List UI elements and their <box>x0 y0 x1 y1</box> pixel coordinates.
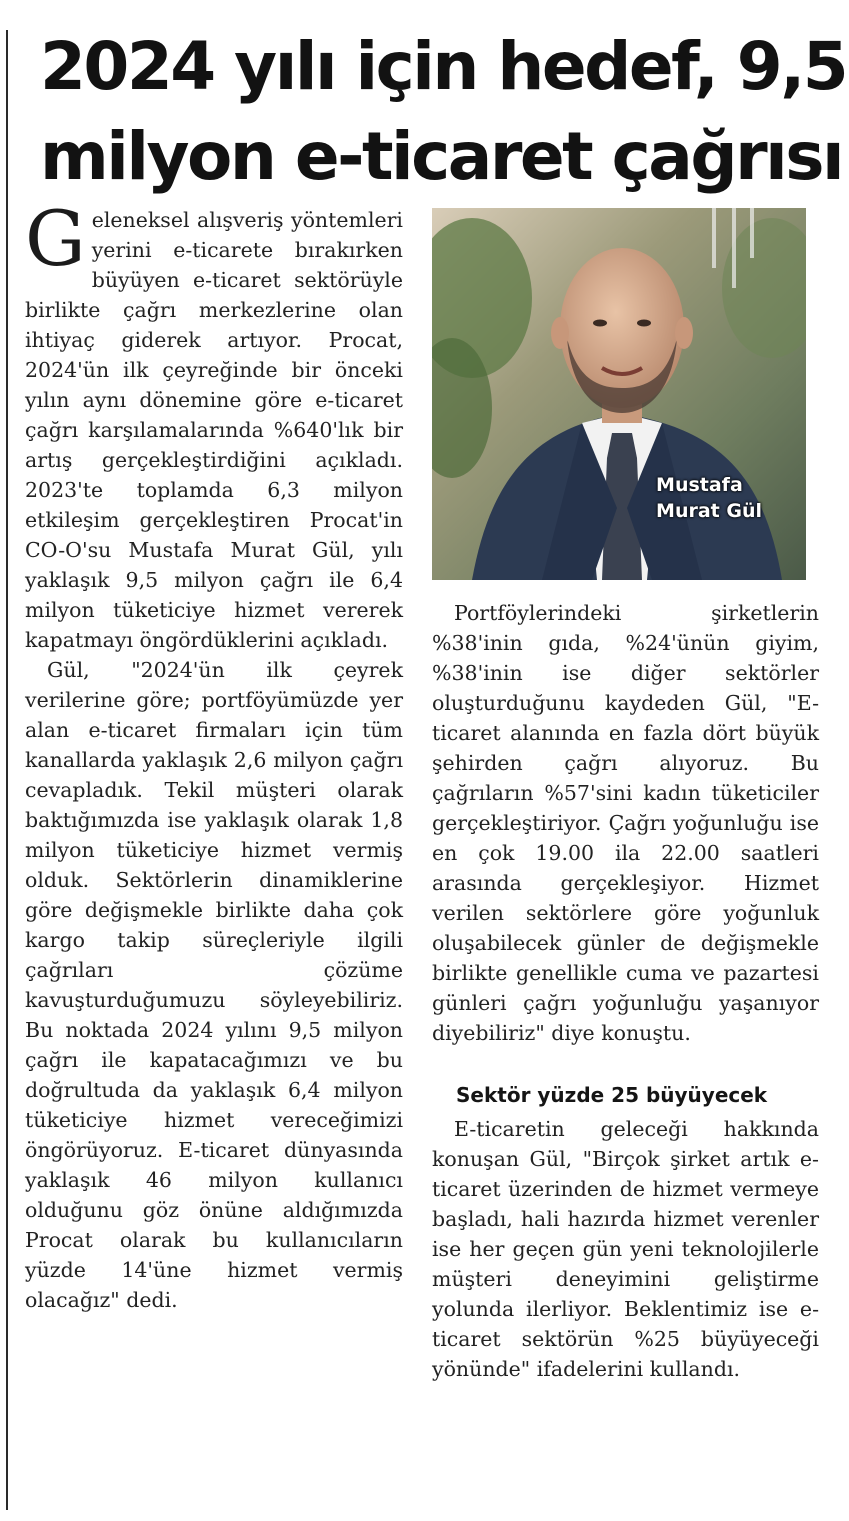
headline-line-2: milyon e-ticaret çağrısı <box>40 118 843 195</box>
column-rule <box>6 30 8 1510</box>
caption-last-name: Murat Gül <box>656 500 762 522</box>
article-column-right <box>432 598 819 1384</box>
paragraph-intro <box>25 194 403 655</box>
paragraph-future: E-ticaretin geleceği hakkında konuşan Gül, "Birçok şirket artık e-ticaret üzerinden de hizmet vermeye başladı, hali hazırda hizmet verenler ise her geçen gün yeni teknolojilerle müşteri deneyimini geliştirme yolunda ilerliyor. Beklentimiz ise e-ticaret sektörün %25 büyüyeceği yönünde" ifadelerini kullandı. <box>432 1117 819 1381</box>
caption-first-name: Mustafa <box>656 474 743 496</box>
article-column-left <box>25 194 403 1315</box>
paragraph-sectors: Portföylerindeki şirketlerin %38'inin gıda, %24'ünün giyim, %38'inin ise diğer sektörler oluşturduğunu kaydeden Gül, "E-ticaret alanında en fazla dört büyük şehirden çağrı alıyoruz. Bu çağrıların %57'sini kadın tüketiciler gerçekleştiriyor. Çağrı yoğunluğu ise en çok 19.00 ila 22.00 saatleri arasında gerçekleşiyor. Hizmet verilen sektörlere göre yoğunluk oluşabilecek günler de değişmekle birlikte genellikle cuma ve pazartesi günleri çağrı yoğunluğu yaşanıyor diyebiliriz" diye konuştu. <box>432 601 819 1045</box>
drop-cap: G <box>25 194 86 283</box>
portrait-illustration <box>432 208 806 580</box>
portrait-photo <box>432 208 806 580</box>
paragraph-quote-1: Gül, "2024'ün ilk çeyrek verilerine göre; portföyümüzde yer alan e-ticaret firmaları için tüm kanallarda yaklaşık 2,6 milyon çağrı cevapladık. Tekil müşteri olarak baktığımızda ise yaklaşık olarak 1,8 milyon tüketiciye hizmet vermiş olduk. Sektörlerin dinamiklerine göre değişmekle birlikte daha çok kargo takip süreçleriyle ilgili çağrıları çözüme kavuşturduğumuzu söyleyebiliriz. Bu noktada 2024 yılını 9,5 milyon çağrı ile kapatacağımızı ve bu doğrultuda da yaklaşık 6,4 milyon tüketiciye hizmet vereceğimizi öngörüyoruz. E-ticaret dünyasında yaklaşık 46 milyon kullanıcı olduğunu göz önüne aldığımızda Procat olarak bu kullanıcıların yüzde 14'üne hizmet vermiş olacağız" dedi. <box>25 658 403 1312</box>
paragraph-intro-text: eleneksel alışveriş yöntemleri yerini e-ticarete bırakırken büyüyen e-ticaret sektörüyle birlikte çağrı merkezlerine olan ihtiyaç giderek artıyor. Procat, 2024'ün ilk çeyreğinde bir önceki yılın aynı dönemine göre e-ticaret çağrı karşılamalarında %640'lık bir artış gerçekleştirdiğini açıkladı. 2023'te toplamda 6,3 milyon etkileşim gerçekleştiren Procat'in CO-O'su Mustafa Murat Gül, yılı yaklaşık 9,5 milyon çağrı ile 6,4 milyon tüketiciye hizmet vererek kapatmayı öngördüklerini açıkladı. <box>25 208 403 652</box>
headline-line-1: 2024 yılı için hedef, 9,5 <box>40 28 847 105</box>
photo-caption <box>656 472 762 524</box>
headline <box>40 22 847 202</box>
subheading: Sektör yüzde 25 büyüyecek <box>456 1083 768 1107</box>
